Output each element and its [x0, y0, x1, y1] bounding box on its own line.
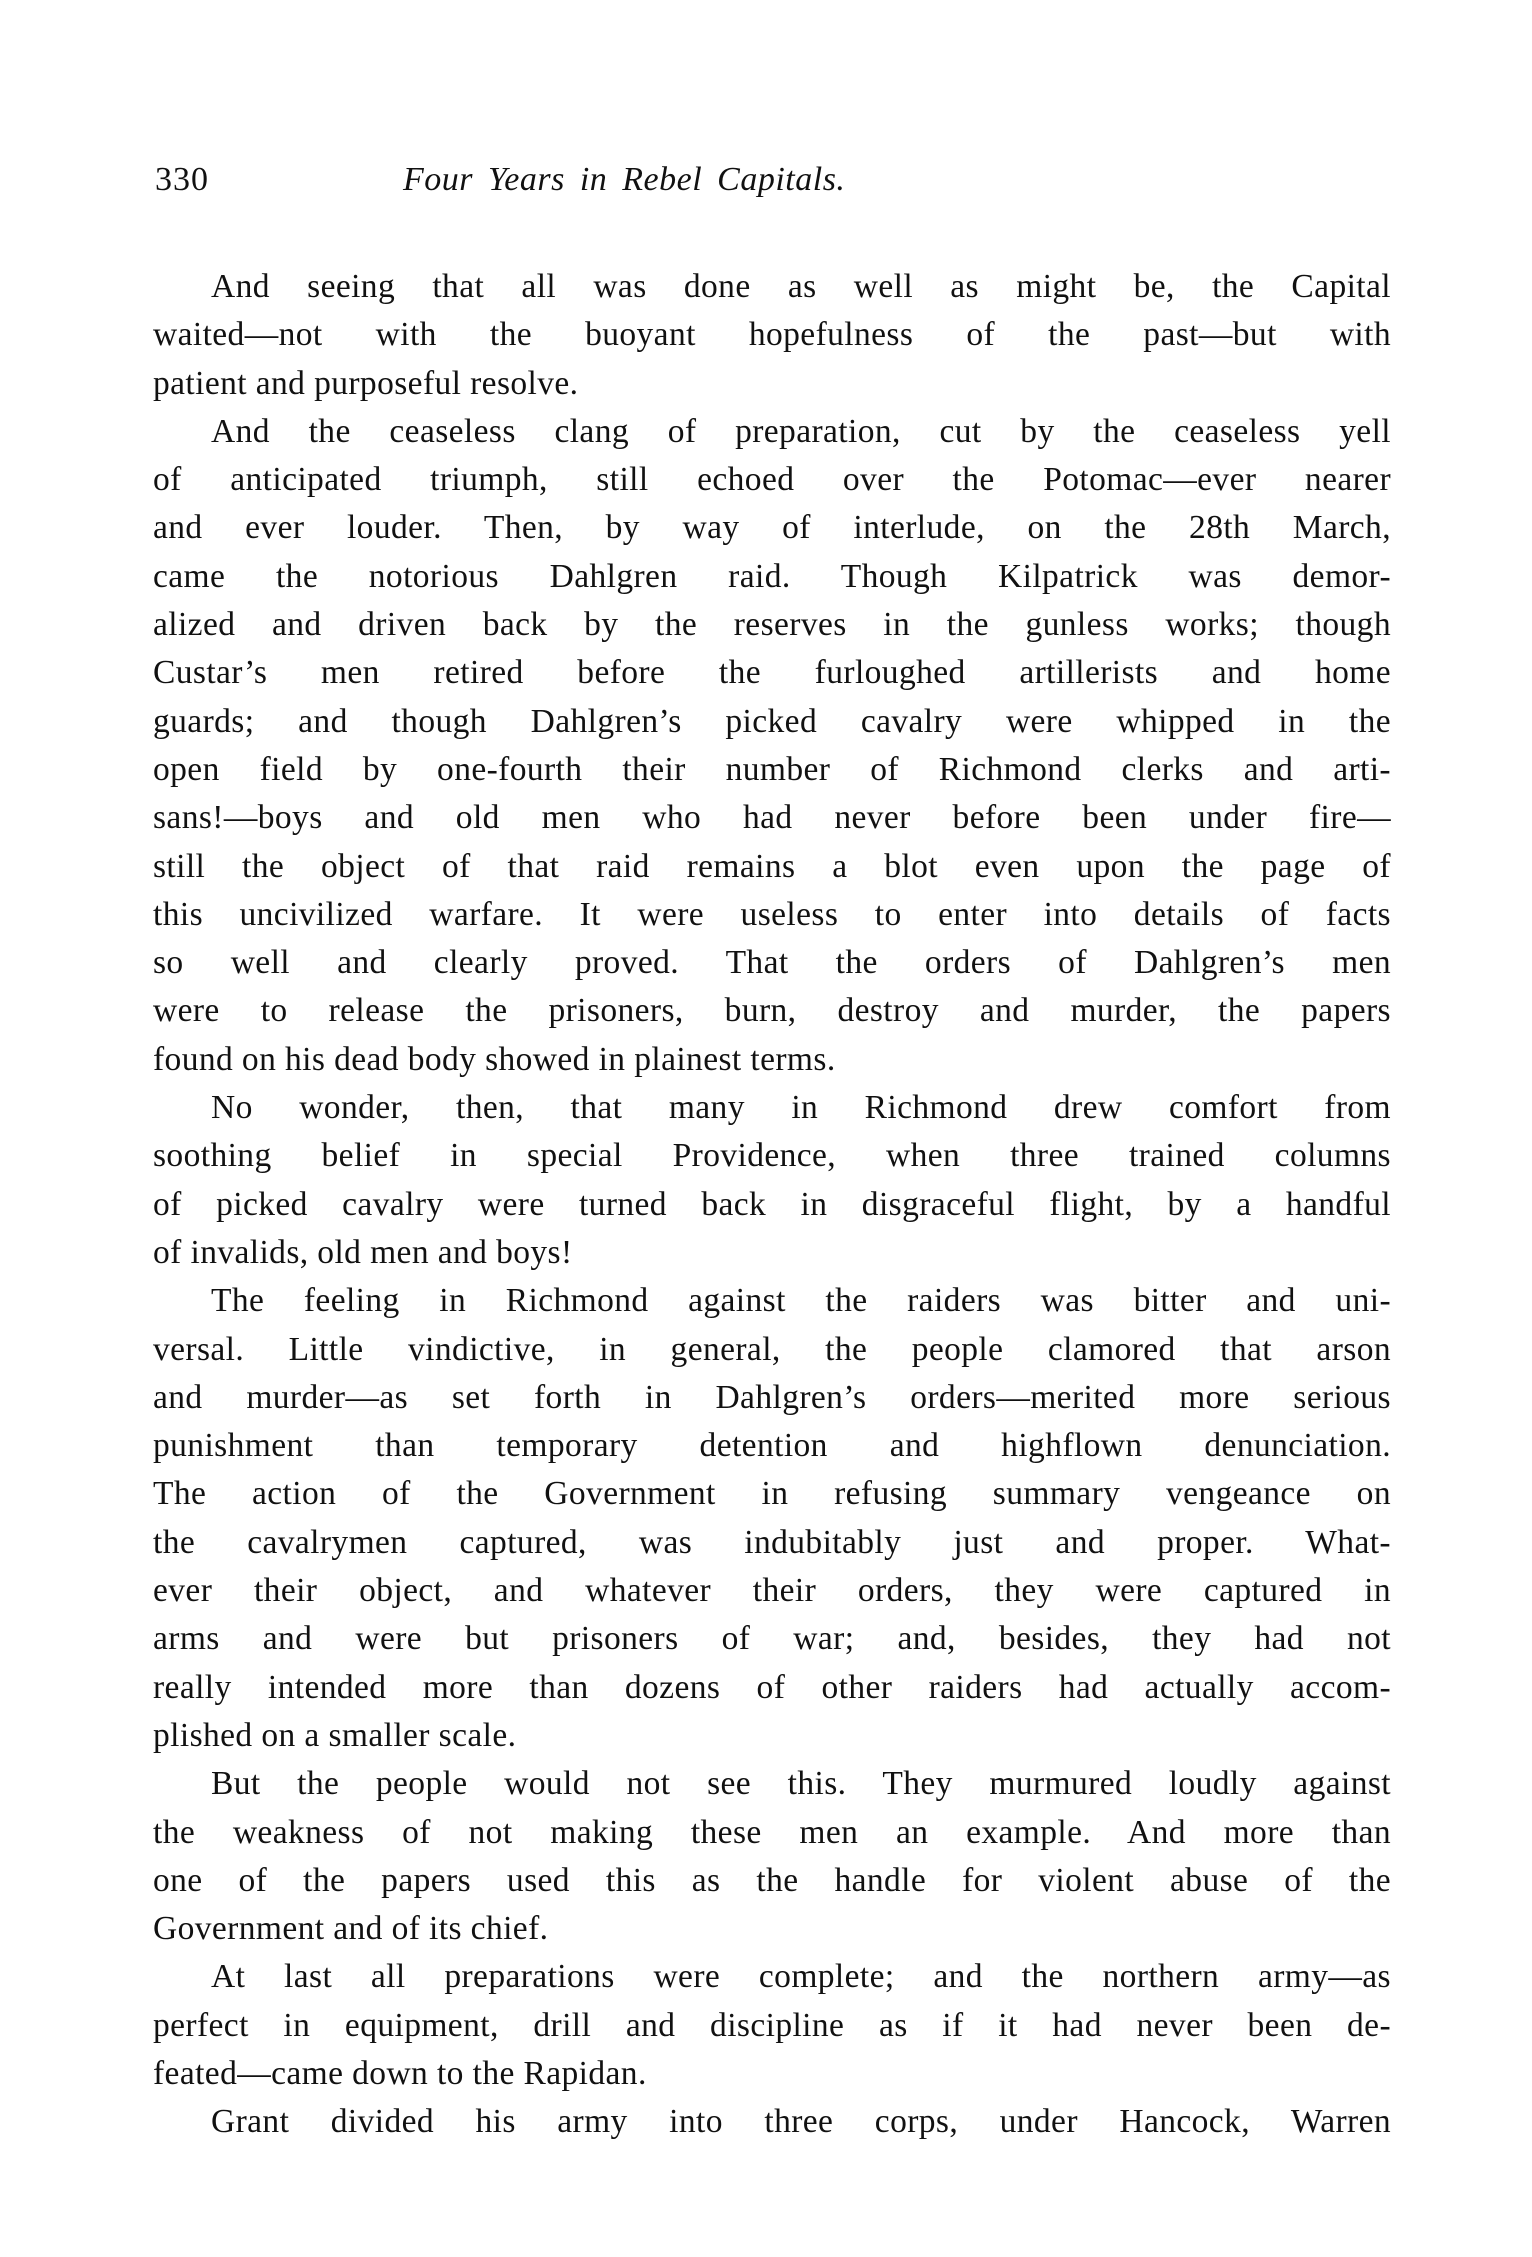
text-line: found on his dead body showed in plainest terms.: [153, 1040, 836, 1078]
page-number: 330: [155, 161, 209, 198]
paragraph: [153, 1760, 1391, 1953]
text-line: Grant divided his army into three corps, under Hancock, Warren: [211, 2103, 1391, 2141]
book-page: [153, 150, 1391, 2147]
text-line: plished on a smaller scale.: [153, 1716, 517, 1754]
text-line: so well and clearly proved. That the orders of Dahlgren’s men: [153, 944, 1391, 982]
text-line: and ever louder. Then, by way of interlude, on the 28th March,: [153, 509, 1391, 547]
text-line: and murder—as set forth in Dahlgren’s orders—merited more serious: [153, 1378, 1391, 1416]
text-line: the weakness of not making these men an example. And more than: [153, 1813, 1391, 1851]
paragraph: [153, 1084, 1391, 1277]
text-line: this uncivilized warfare. It were useless to enter into details of facts: [153, 895, 1391, 933]
running-title: Four Years in Rebel Capitals.: [403, 161, 846, 198]
text-line: perfect in equipment, drill and discipline as if it had never been de-: [153, 2006, 1391, 2044]
text-line: ever their object, and whatever their orders, they were captured in: [153, 1572, 1391, 1610]
text-line: punishment than temporary detention and highflown denunciation.: [153, 1427, 1391, 1465]
text-line: of anticipated triumph, still echoed over the Potomac—ever nearer: [153, 461, 1391, 499]
text-line: versal. Little vindictive, in general, the people clamored that arson: [153, 1330, 1391, 1368]
paragraph: [153, 2098, 1391, 2146]
text-line: of invalids, old men and boys!: [153, 1233, 573, 1271]
text-line: feated—came down to the Rapidan.: [153, 2054, 647, 2092]
text-line: guards; and though Dahlgren’s picked cavalry were whipped in the: [153, 702, 1391, 740]
text-line: And the ceaseless clang of preparation, cut by the ceaseless yell: [211, 412, 1391, 450]
text-line: came the notorious Dahlgren raid. Though Kilpatrick was demor-: [153, 557, 1391, 595]
text-line: were to release the prisoners, burn, destroy and murder, the papers: [153, 992, 1391, 1030]
text-line: one of the papers used this as the handle for violent abuse of the: [153, 1861, 1391, 1899]
text-line: patient and purposeful resolve.: [153, 364, 579, 402]
text-line: arms and were but prisoners of war; and, besides, they had not: [153, 1620, 1391, 1658]
text-line: open field by one-fourth their number of Richmond clerks and arti-: [153, 750, 1391, 788]
text-line: really intended more than dozens of other raiders had actually accom-: [153, 1668, 1391, 1706]
text-line: Government and of its chief.: [153, 1910, 549, 1948]
text-line: Custar’s men retired before the furloughed artillerists and home: [153, 654, 1391, 692]
body-text: [153, 263, 1391, 2147]
text-line: But the people would not see this. They murmured loudly against: [211, 1765, 1391, 1803]
text-line: The feeling in Richmond against the raiders was bitter and uni-: [211, 1282, 1391, 1320]
text-line: At last all preparations were complete; and the northern army—as: [211, 1958, 1391, 1996]
running-head: [153, 150, 1391, 210]
text-line: still the object of that raid remains a blot even upon the page of: [153, 847, 1391, 885]
paragraph: [153, 408, 1391, 1084]
text-line: alized and driven back by the reserves in the gunless works; though: [153, 606, 1391, 644]
text-line: soothing belief in special Providence, when three trained columns: [153, 1137, 1391, 1175]
text-line: waited—not with the buoyant hopefulness of the past—but with: [153, 316, 1391, 354]
paragraph: [153, 1953, 1391, 2098]
text-line: The action of the Government in refusing summary vengeance on: [153, 1475, 1391, 1513]
paragraph: [153, 263, 1391, 408]
paragraph: [153, 1277, 1391, 1760]
text-line: sans!—boys and old men who had never before been under fire—: [153, 799, 1391, 837]
text-line: of picked cavalry were turned back in disgraceful flight, by a handful: [153, 1185, 1391, 1223]
text-line: And seeing that all was done as well as might be, the Capital: [211, 268, 1391, 305]
text-line: the cavalrymen captured, was indubitably just and proper. What-: [153, 1523, 1391, 1561]
text-line: No wonder, then, that many in Richmond drew comfort from: [211, 1089, 1391, 1127]
